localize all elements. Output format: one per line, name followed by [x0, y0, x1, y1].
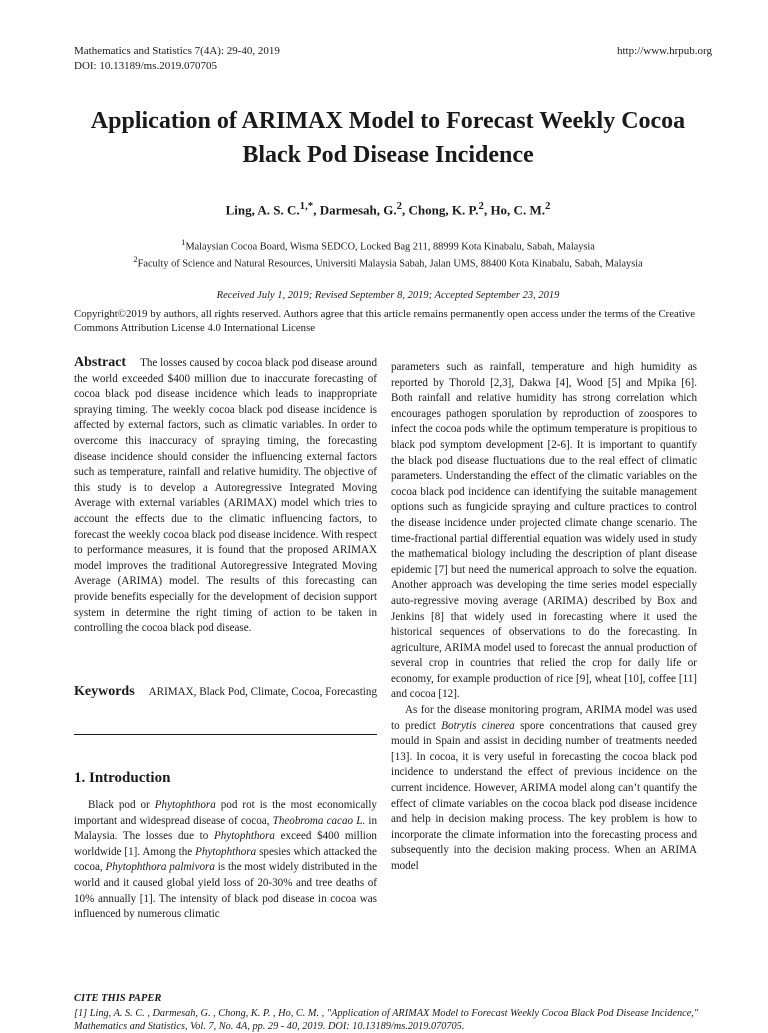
keywords-block — [74, 684, 377, 701]
intro-text-e: in Malaysia. The losses due to — [74, 814, 377, 843]
intro-text-b: Phytophthora — [154, 799, 216, 811]
right-column — [391, 360, 697, 875]
intro-text-j: Phytophthora palmivora — [105, 861, 215, 874]
paper-title — [60, 104, 716, 172]
affiliation-1-mark: 1 — [181, 237, 186, 247]
intro-heading: 1. Introduction — [74, 770, 171, 786]
intro-text-g: exceed $400 million worldwide [1]. Among the — [74, 830, 377, 858]
abstract-heading: Abstract — [74, 355, 127, 370]
author-3-affil: 2 — [478, 200, 484, 212]
author-list: Ling, A. S. C.$^{1,*}$, Darmesah, G.$^2$, Chong, K. P.$^2$, Ho, C. M.$^2$ — [225, 200, 551, 218]
section-divider — [74, 734, 377, 735]
affiliation-1-text: Malaysian Cocoa Board, Wisma SEDCO, Locked Bag 211, 88999 Kota Kinabalu, Sabah, Malaysia — [185, 241, 595, 253]
abstract-block — [74, 355, 377, 637]
publisher-url[interactable]: http://www.hrpub.org — [616, 45, 712, 57]
affiliation-2-mark: 2 — [133, 254, 138, 265]
abstract-text: The losses caused by cocoa black pod disease around the world exceeded $400 million due to inaccurate forecasting of cocoa black pod disease incidence which leads to inappropriate spraying timing. The weekly cocoa black pod disease incidence is affected by external factors, such as climatic variables. In order to overcome this inaccuracy of spraying timing, the forecasting disease incidence should consider the influencing external factors such as temperature, rainfall and relative humidity. The objective of this study is to develop a Autoregressive Integrated Moving Average with external variables (ARIMAX) model which tries to account the effects due to the climatic influencing factors, to forecast the weekly cocoa black pod disease incidence. With respect to performance measures, it is found that the proposed ARIMAX model improves the traditional Autoregressive Integrated Moving Average (ARIMA) model. The results of this forecasting can provide benefits especially for the development of decision support system in determine the right timing of action to be taken in controlling the cocoa black pod disease. — [74, 357, 377, 635]
cite-text: [1] Ling, A. S. C. , Darmesah, G. , Chong, K. P. , Ho, C. M. , "Application of ARIMAX Model to Forecast Weekly Cocoa Black Pod Disease Incidence," Mathematics and Statistics, Vol. 7, No. 4A, pp. 29 - 40, 2019. DOI: 10.13189/ms.2019.070705. — [74, 1008, 699, 1032]
copyright-notice: Copyright©2019 by authors, all rights reserved. Authors agree that this article remains permanently open access under the terms of the Creative Commons Attribution License 4.0 International License — [74, 308, 696, 334]
author-4: Ho, C. M. — [490, 202, 545, 218]
journal-citation: Mathematics and Statistics 7(4A): 29-40, 2019 — [74, 45, 280, 57]
author-3: Chong, K. P. — [408, 202, 479, 218]
received-dates: Received July 1, 2019; Revised September 8, 2019; Accepted September 23, 2019 — [216, 290, 560, 301]
author-1: Ling, A. S. C. — [225, 202, 300, 218]
author-4-affil: 2 — [544, 200, 551, 212]
keywords-text: ARIMAX, Black Pod, Climate, Cocoa, Forecasting — [148, 686, 377, 698]
intro-text-k: is the most widely distributed in the world and it caused global yield loss of 20-30% and tree deaths of 10% annually [1]. The intensity of black pod disease in cocoa was influenced by numerous climatic — [74, 861, 377, 921]
keywords-heading: Keywords — [74, 684, 135, 699]
author-2: Darmesah, G. — [319, 202, 397, 218]
intro-text-f: Phytophthora — [213, 830, 275, 843]
title-line-1: Application of ARIMAX Model to Forecast Weekly Cocoa — [90, 108, 686, 134]
affiliations — [60, 236, 716, 271]
intro-text-i: spesies which attacked the cocoa, — [74, 845, 377, 874]
cite-heading: CITE THIS PAPER — [74, 993, 162, 1004]
intro-text-c: pod rot is the most economically important and widespread disease of cocoa, — [74, 799, 377, 827]
right-paragraph-2 — [391, 703, 697, 875]
intro-text-d: Theobroma cacao L. — [272, 814, 366, 827]
title-line-2: Black Pod Disease Incidence — [242, 142, 534, 168]
right-paragraph-1: parameters such as rainfall, temperature and high humidity as reported by Thorold [2,3], Dakwa [4], Wood [5] and Mpika [6]. Both rainfall and relative humidity has strong correlation which encourages pathogen sporulation by reproduction of zoospores to infect the cocoa pods while the optimum temperature is propitious to black pod symptom development [2-6]. It is important to quantify the black pod disease fluctuations due to the real effect of climatic parameters. Understanding the effect of the climatic variables on the cocoa black pod incidence can identifying the suitable management options such as fungicide spraying and culture practices to control the disease incidence under projected climate change scenario. The time-fractional partial differential equation was widely used in study the mathematical biology including the description of plant disease epidemic [7] but need the numerical approach to solve the equation. Another approach was developing the time series model especially auto-regressive moving average (ARIMA) described by Box and Jenkins [8] that widely used in forecasting where it used the historical sequences of observations to do the forecasting. In agriculture, ARIMA model used to forecast the annual production of several crop in countries that relied the crop for daily life or economy, for example production of rice [9], wheat [10], coffee [11] and cocoa [12]. — [391, 361, 697, 701]
journal-doi: DOI: 10.13189/ms.2019.070705 — [74, 60, 217, 72]
right-p2-text-c: spore concentrations that caused grey mould in Spain and assist in deciding number of treatments needed [13]. In cocoa, it is very useful in forecasting the cocoa black pod incidence to understand the effect of previous incidence on the current incidence. However, ARIMA model along can’t quantify the effect of climate variables on the cocoa black pod disease incidence and help in decision making process. The key problem is how to incorporate the climate information into the forecasting process and subsequently into the decision making process. When an ARIMA model — [391, 719, 697, 872]
author-2-affil: 2 — [396, 200, 403, 212]
intro-paragraph — [74, 798, 377, 923]
intro-text-a: Black pod or — [88, 799, 155, 811]
right-p2-text-b: Botrytis cinerea — [441, 719, 515, 732]
author-1-affil: 1,* — [299, 200, 314, 212]
right-p2-text-a: As for the disease monitoring program, ARIMA model was used to predict — [391, 704, 697, 732]
affiliation-2 — [60, 253, 716, 270]
intro-text-h: Phytophthora — [195, 845, 257, 858]
affiliation-1 — [60, 236, 716, 253]
journal-info — [74, 44, 280, 74]
affiliation-2-text: Faculty of Science and Natural Resources, Universiti Malaysia Sabah, Jalan UMS, 88400 Kota Kinabalu, Sabah, Malaysia — [137, 258, 643, 270]
